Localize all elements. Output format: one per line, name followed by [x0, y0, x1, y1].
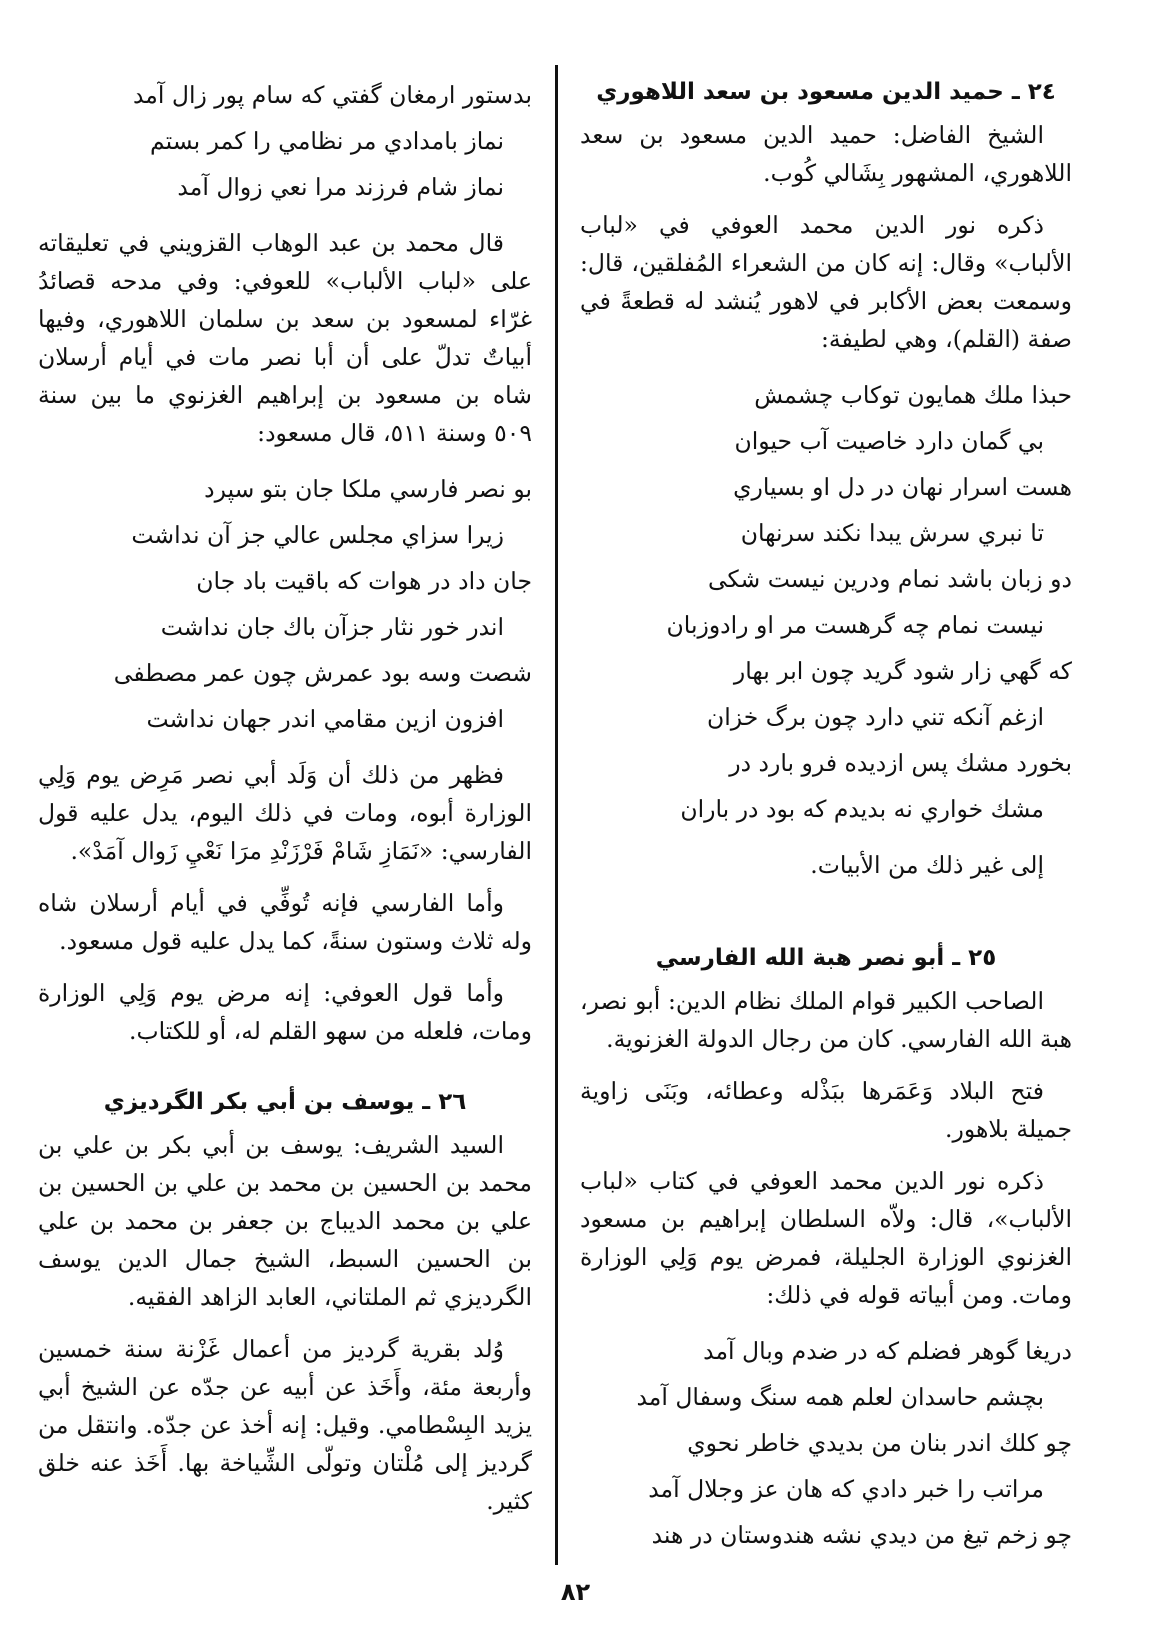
verse-line: تا نبري سرش يبدا نكند سرنهان — [740, 519, 1044, 547]
paragraph: إلى غير ذلك من الأبيات. — [810, 851, 1044, 879]
paragraph: قال محمد بن عبد الوهاب القزويني في تعليقاته على «لباب الألباب» للعوفي: وفي مدحه قصائدُ غرّاء لمسعود بن سعد بن سلمان اللاهوري، وفيها أبياتٌ تدلّ على أن أبا نصر مات في أيام أرسلان شاه بن مسعود بن إبراهيم الغزنوي ما بين سنة ٥٠٩ وسنة ٥١١، قال مسعود: — [38, 229, 532, 447]
verse-line: بخورد مشك پس ازديده فرو بارد در — [729, 749, 1072, 777]
page-number: ٨٢ — [560, 1578, 591, 1606]
verse-line: افزون ازين مقامي اندر جهان نداشت — [146, 705, 504, 733]
verse-line: مشك خواري نه بديدم كه بود در باران — [680, 795, 1044, 823]
verse-line: چو زخم تيغ من ديدي نشه هندوستان در هند — [651, 1521, 1072, 1549]
verse-line: شصت وسه بود عمرش چون عمر مصطفى — [113, 659, 532, 687]
paragraph: ذكره نور الدين محمد العوفي في كتاب «لباب الألباب»، قال: ولاّه السلطان إبراهيم بن مسعود الغزنوي الوزارة الجليلة، فمرض يوم وَلِي الوزارة ومات. ومن أبياته قوله في ذلك: — [580, 1167, 1072, 1309]
paragraph: وأما قول العوفي: إنه مرض يوم وَلِي الوزارة ومات، فلعله من سهو القلم له، أو للكتاب. — [38, 979, 532, 1045]
verse-line: زيرا سزاي مجلس عالي جز آن نداشت — [131, 521, 504, 549]
verse-line: نيست نمام چه گرهست مر او رادوزبان — [666, 611, 1044, 639]
verse-line: بدستور ارمغان گفتي كه سام پور زال آمد — [132, 81, 532, 109]
paragraph: ذكره نور الدين محمد العوفي في «لباب الألباب» وقال: إنه كان من الشعراء المُفلقين، قال: وسمعت بعض الأكابر في لاهور يُنشد له قطعةً في صفة (القلم)، وهي لطيفة: — [580, 211, 1072, 353]
verse-line: دو زبان باشد نمام ودرين نيست شكى — [707, 565, 1072, 593]
verse-line: هست اسرار نهان در دل او بسياري — [733, 473, 1072, 501]
verse-line: دريغا گوهر فضلم كه در ضدم وبال آمد — [703, 1337, 1072, 1365]
verse-line: چو كلك اندر بنان من بديدي خاطر نحوي — [687, 1429, 1072, 1457]
column-divider — [555, 65, 558, 1565]
paragraph: الصاحب الكبير قوام الملك نظام الدين: أبو نصر، هبة الله الفارسي. كان من رجال الدولة الغزنوية. — [580, 987, 1072, 1053]
verse-line: كه گهي زار شود گريد چون ابر بهار — [733, 657, 1072, 685]
right-column — [580, 72, 1072, 1572]
verse-line: بچشم حاسدان لعلم همه سنگ وسفال آمد — [636, 1383, 1044, 1411]
verse-line: بو نصر فارسي ملكا جان بتو سپرد — [204, 475, 532, 503]
paragraph: السيد الشريف: يوسف بن أبي بكر بن علي بن محمد بن الحسين بن محمد بن علي بن الحسين بن علي بن محمد الديباج بن جعفر بن محمد بن علي بن الحسين السبط، الشيخ جمال الدين يوسف الگرديزي ثم الملتاني، العابد الزاهد الفقيه. — [38, 1131, 532, 1311]
entry-heading-25: ٢٥ ـ أبو نصر هبة الله الفارسي — [655, 945, 997, 971]
verse-line: جان داد در هوات كه باقيت باد جان — [196, 567, 532, 595]
verse-line: حبذا ملك همايون توكاب چشمش — [754, 381, 1072, 409]
verse-line: اندر خور نثار جزآن باك جان نداشت — [160, 613, 504, 641]
entry-heading-26: ٢٦ ـ يوسف بن أبي بكر الگرديزي — [103, 1089, 467, 1115]
entry-heading-24: ٢٤ ـ حميد الدين مسعود بن سعد اللاهوري — [596, 79, 1056, 105]
paragraph: فظهر من ذلك أن وَلَد أبي نصر مَرِض يوم وَلِي الوزارة أبوه، ومات في ذلك اليوم، يدل عليه قول الفارسي: «نَمَازِ شَامْ فَرْزَنْدِ مرَا نَعْيِ زَوال آمَدْ». — [38, 761, 532, 865]
verse-line: نماز شام فرزند مرا نعي زوال آمد — [177, 173, 504, 201]
verse-line: مراتب را خبر دادي كه هان عز وجلال آمد — [648, 1475, 1044, 1503]
poem-block — [580, 372, 1072, 832]
poem-block — [580, 1328, 1072, 1558]
poem-block — [38, 72, 532, 210]
paragraph: فتح البلاد وَعَمَرها ببَذْله وعطائه، وبَنَى زاوية جميلة بلاهور. — [580, 1077, 1072, 1143]
poem-block — [38, 466, 532, 742]
paragraph: وُلد بقرية گرديز من أعمال غَزْنة سنة خمسين وأربعة مئة، وأَخَذ عن أبيه عن جدّه عن الشيخ أبي يزيد البِسْطامي. وقيل: إنه أخذ عن جدّه. وانتقل من گرديز إلى مُلْتان وتولّى الشِّياخة بها. أَخَذ عنه خلق كثير. — [38, 1335, 532, 1515]
verse-line: نماز بامدادي مر نظامي را كمر بستم — [149, 127, 504, 155]
paragraph: الشيخ الفاضل: حميد الدين مسعود بن سعد اللاهوري، المشهور بِشَالي كُوب. — [580, 121, 1072, 187]
left-column — [38, 72, 532, 1534]
paragraph: وأما الفارسي فإنه تُوفِّي في أيام أرسلان شاه وله ثلاث وستون سنةً، كما يدل عليه قول مسعود. — [38, 889, 532, 955]
verse-line: بي گمان دارد خاصيت آب حيوان — [734, 427, 1044, 455]
verse-line: ازغم آنكه تني دارد چون برگ خزان — [706, 703, 1044, 731]
